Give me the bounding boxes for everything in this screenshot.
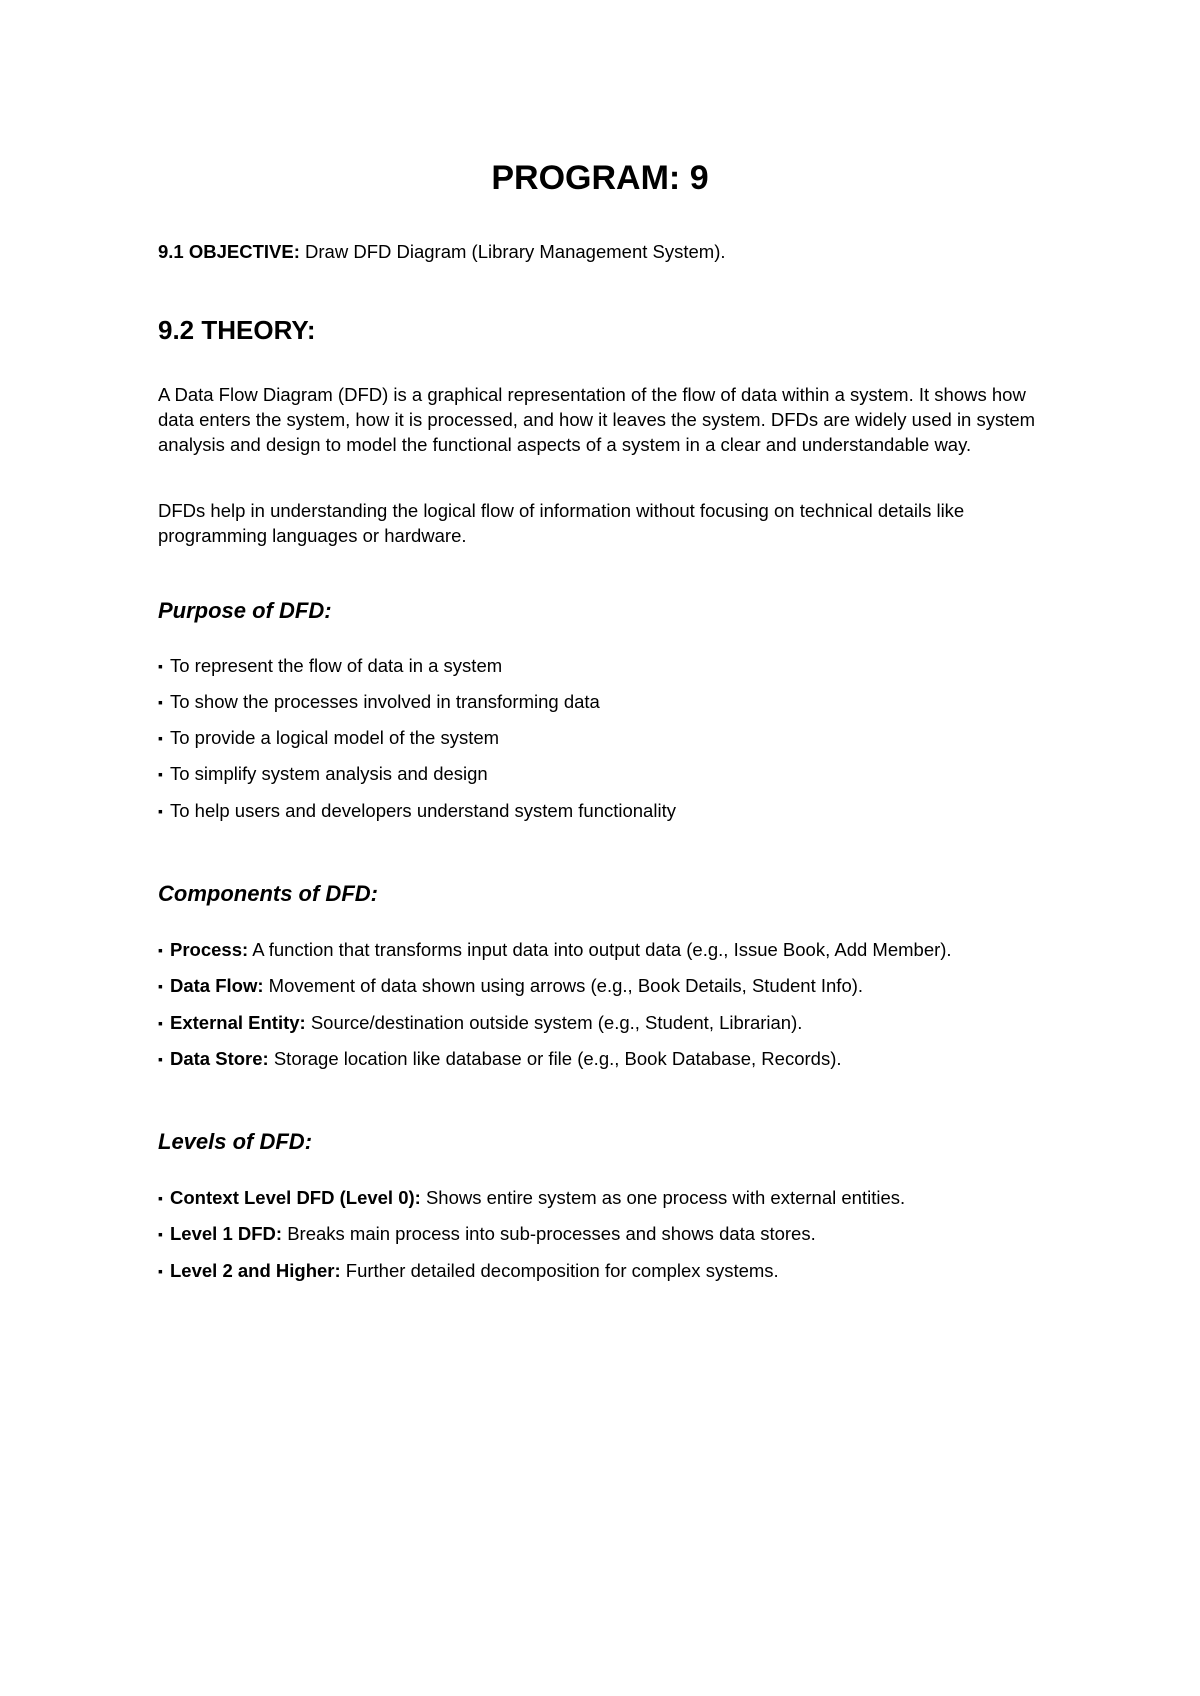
purpose-heading: Purpose of DFD: — [158, 598, 332, 623]
bullet-icon: ▪ — [158, 766, 163, 782]
purpose-item — [158, 690, 600, 714]
bullet-icon: ▪ — [158, 1051, 163, 1067]
theory-paragraph-2: DFDs help in understanding the logical flow of information without focusing on technical details like programming languages or hardware. — [158, 500, 965, 546]
component-label: External Entity: — [170, 1012, 306, 1033]
bullet-icon: ▪ — [158, 658, 163, 674]
objective-label: 9.1 OBJECTIVE: — [158, 241, 300, 262]
level-item — [158, 1186, 905, 1210]
level-text: Shows entire system as one process with external entities. — [420, 1187, 906, 1208]
component-item — [158, 938, 952, 962]
purpose-item-text: To simplify system analysis and design — [170, 763, 488, 784]
bullet-icon: ▪ — [158, 1263, 163, 1279]
objective-text: Draw DFD Diagram (Library Management System). — [299, 241, 726, 262]
level-label: Context Level DFD (Level 0): — [170, 1187, 421, 1208]
level-label: Level 1 DFD: — [170, 1223, 283, 1244]
theory-paragraph-1: A Data Flow Diagram (DFD) is a graphical representation of the flow of data within a system. It shows how data enters the system, how it is processed, and how it leaves the system. DFDs are widely used in system analysis and design to model the functional aspects of a system in a clear and understandable way. — [158, 384, 1036, 455]
bullet-icon: ▪ — [158, 1226, 163, 1242]
bullet-icon: ▪ — [158, 730, 163, 746]
bullet-icon: ▪ — [158, 803, 163, 819]
purpose-item — [158, 762, 488, 786]
component-text: Source/destination outside system (e.g., Student, Librarian). — [305, 1012, 803, 1033]
purpose-item — [158, 799, 676, 823]
bullet-icon: ▪ — [158, 942, 163, 958]
bullet-icon: ▪ — [158, 694, 163, 710]
bullet-icon: ▪ — [158, 978, 163, 994]
components-heading: Components of DFD: — [158, 881, 378, 906]
purpose-item — [158, 654, 502, 678]
component-label: Data Store: — [170, 1048, 269, 1069]
bullet-icon: ▪ — [158, 1015, 163, 1031]
page-title: PROGRAM: 9 — [491, 159, 709, 197]
purpose-item-text: To show the processes involved in transforming data — [170, 691, 600, 712]
level-label: Level 2 and Higher: — [170, 1260, 341, 1281]
theory-heading: 9.2 THEORY: — [158, 315, 316, 345]
component-item — [158, 974, 863, 998]
level-item — [158, 1222, 816, 1246]
levels-heading: Levels of DFD: — [158, 1129, 313, 1154]
component-text: A function that transforms input data into output data (e.g., Issue Book, Add Member). — [248, 939, 952, 960]
level-text: Further detailed decomposition for complex systems. — [340, 1260, 779, 1281]
level-text: Breaks main process into sub-processes and shows data stores. — [282, 1223, 816, 1244]
component-label: Process: — [170, 939, 249, 960]
component-item — [158, 1011, 802, 1035]
component-item — [158, 1047, 842, 1071]
objective-line — [158, 240, 726, 264]
component-label: Data Flow: — [170, 975, 264, 996]
component-text: Storage location like database or file (e.g., Book Database, Records). — [268, 1048, 842, 1069]
component-text: Movement of data shown using arrows (e.g., Book Details, Student Info). — [263, 975, 864, 996]
purpose-item — [158, 726, 499, 750]
level-item — [158, 1259, 779, 1283]
bullet-icon: ▪ — [158, 1190, 163, 1206]
purpose-item-text: To represent the flow of data in a system — [170, 655, 503, 676]
purpose-item-text: To provide a logical model of the system — [170, 727, 500, 748]
purpose-item-text: To help users and developers understand system functionality — [170, 800, 676, 821]
